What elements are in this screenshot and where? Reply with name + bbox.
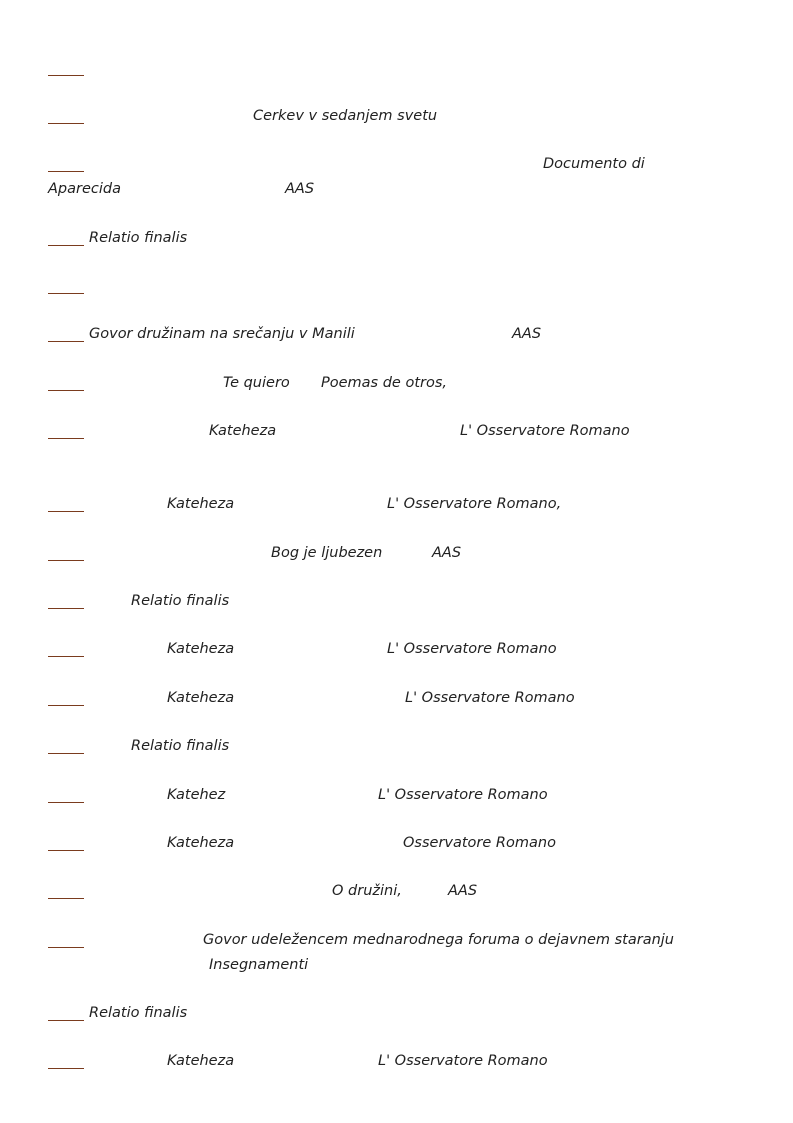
- footnote-blank: [48, 753, 84, 754]
- footnote-source: L' Osservatore Romano: [387, 641, 557, 657]
- footnote-title: Cerkev v sedanjem svetu: [253, 108, 438, 124]
- footnote-title: Bog je ljubezen: [271, 545, 383, 561]
- footnote-source: AAS: [285, 181, 315, 197]
- footnote-title: Kateheza: [167, 835, 235, 851]
- footnote-blank: [48, 438, 84, 439]
- footnote-source: L' Osservatore Romano: [405, 690, 575, 706]
- footnote-title: O družini,: [332, 883, 402, 899]
- footnote-title: Govor udeležencem mednarodnega foruma o dejavnem staranju: [203, 932, 674, 948]
- footnote-blank: [48, 245, 84, 246]
- footnote-title: Relatio finalis: [131, 738, 230, 754]
- footnote-source: AAS: [448, 883, 478, 899]
- footnote-blank: [48, 705, 84, 706]
- footnote-blank: [48, 1020, 84, 1021]
- footnote-blank: [48, 898, 84, 899]
- footnote-title: Kateheza: [167, 1053, 235, 1069]
- footnote-title: Relatio finalis: [131, 593, 230, 609]
- footnote-blank: [48, 75, 84, 76]
- footnote-source: L' Osservatore Romano: [378, 1053, 548, 1069]
- footnote-title: Relatio finalis: [89, 1005, 188, 1021]
- footnote-source: L' Osservatore Romano: [460, 423, 630, 439]
- footnote-source: L' Osservatore Romano,: [387, 496, 562, 512]
- footnote-blank: [48, 171, 84, 172]
- footnote-source: AAS: [432, 545, 462, 561]
- footnote-blank: [48, 293, 84, 294]
- footnote-title: Relatio finalis: [89, 230, 188, 246]
- footnote-blank: [48, 850, 84, 851]
- footnote-source: L' Osservatore Romano: [378, 787, 548, 803]
- footnote-title: Kateheza: [167, 690, 235, 706]
- footnote-title: Katehez: [167, 787, 226, 803]
- footnote-title: Kateheza: [209, 423, 277, 439]
- footnote-title: Kateheza: [167, 641, 235, 657]
- footnote-blank: [48, 608, 84, 609]
- footnote-blank: [48, 802, 84, 803]
- footnote-blank: [48, 1068, 84, 1069]
- footnote-blank: [48, 341, 84, 342]
- footnote-source: Insegnamenti: [209, 957, 309, 973]
- footnote-source: Osservatore Romano: [403, 835, 556, 851]
- footnote-source: Poemas de otros,: [321, 375, 447, 391]
- footnote-source: AAS: [512, 326, 542, 342]
- footnote-blank: [48, 390, 84, 391]
- footnote-blank: [48, 656, 84, 657]
- footnote-title-continued: Aparecida: [48, 181, 121, 197]
- footnote-blank: [48, 123, 84, 124]
- footnote-blank: [48, 560, 84, 561]
- footnote-title: Kateheza: [167, 496, 235, 512]
- footnote-blank: [48, 947, 84, 948]
- footnote-title: Te quiero: [223, 375, 290, 391]
- footnote-blank: [48, 511, 84, 512]
- footnote-title: Documento di: [543, 156, 645, 172]
- footnote-title: Govor družinam na srečanju v Manili: [89, 326, 355, 342]
